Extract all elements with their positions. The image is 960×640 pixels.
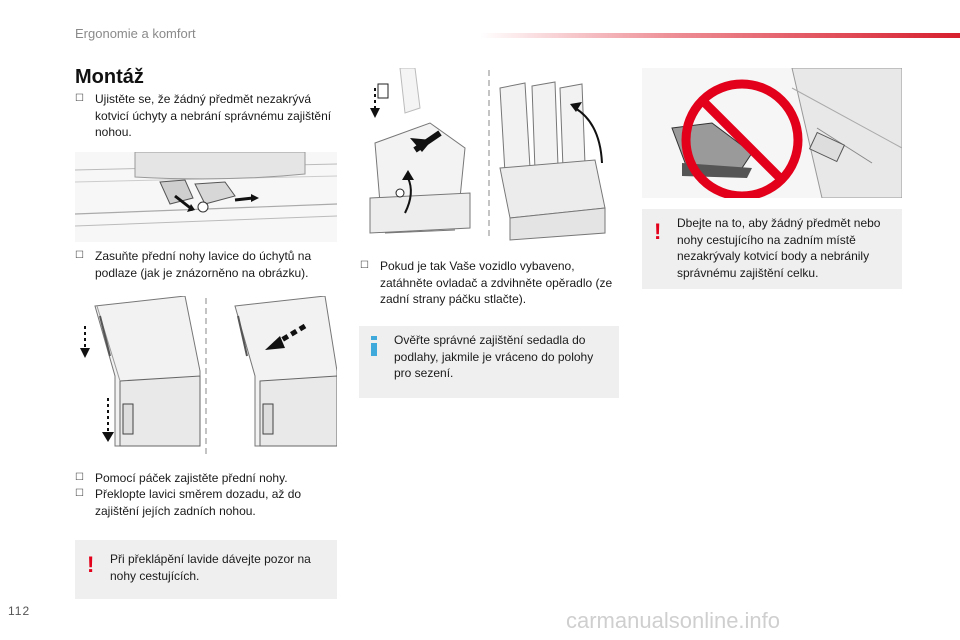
floor-anchor-illustration (75, 152, 337, 242)
header-accent-bar (480, 33, 960, 38)
warning-text: Dbejte na to, aby žádný předmět nebo nohy cestujícího na zadním místě nezakrývaly kotvicí body a nebránily správnému zajištění celku. (677, 216, 881, 280)
checkbox-bullet-icon: ☐ (75, 488, 84, 499)
header-title: Ergonomie a komfort (75, 26, 196, 41)
bench-view-left (80, 296, 200, 446)
warning-text: Při překlápění lavide dávejte pozor na nohy cestujících. (110, 552, 311, 583)
bullet-item (75, 486, 337, 519)
bullet-text: Zasuňte přední nohy lavice do úchytů na podlaze (jak je znázorněno na obrázku). (95, 249, 312, 280)
page-number: 112 (8, 604, 31, 618)
prohibition-illustration (642, 68, 902, 198)
watermark: carmanualsonline.info (566, 608, 781, 633)
info-icon (371, 336, 377, 356)
info-box (359, 326, 619, 398)
bullet-item (75, 91, 337, 141)
exclamation-icon: ! (87, 552, 95, 577)
bullet-text: Ujistěte se, že žádný předmět nezakrývá kotvicí úchyty a nebrání správnému zajištění nohou. (95, 92, 332, 139)
warning-box (75, 540, 337, 599)
seat-row-view (500, 82, 605, 240)
bullet-item (75, 470, 337, 487)
bullet-text: Pokud je tak Vaše vozidlo vybaveno, zatáhněte ovladač a zdvihněte opěradlo (ze zadní strany páčku stlačte). (380, 259, 613, 306)
bullet-text: Překlopte lavici směrem dozadu, až do zajištění jejích zadních nohou. (95, 487, 302, 518)
seat-side-view (370, 68, 470, 233)
warning-box (642, 209, 902, 289)
bullet-text: Pomocí páček zajistěte přední nohy. (95, 471, 288, 485)
info-text: Ověřte správné zajištění sedadla do podlahy, jakmile je vráceno do polohy pro sezení. (394, 333, 594, 380)
bullet-item (360, 258, 618, 308)
section-title: Montáž (75, 66, 144, 88)
checkbox-bullet-icon: ☐ (75, 93, 84, 104)
checkbox-bullet-icon: ☐ (75, 250, 84, 261)
bench-view-right (235, 296, 337, 446)
checkbox-bullet-icon: ☐ (360, 260, 369, 271)
seat-backrest-illustration (360, 68, 618, 242)
bench-fold-illustration (75, 296, 337, 456)
bullet-item (75, 248, 337, 281)
exclamation-icon: ! (654, 219, 662, 244)
checkbox-bullet-icon: ☐ (75, 472, 84, 483)
